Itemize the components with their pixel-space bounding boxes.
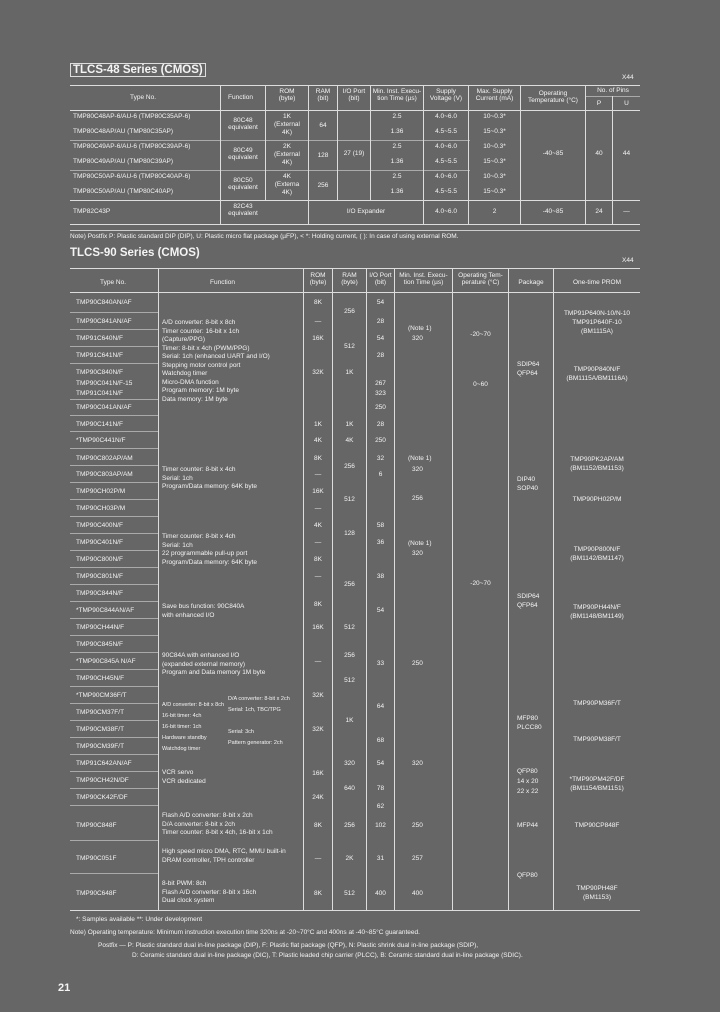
t90-temp: -20~70 bbox=[470, 580, 491, 587]
t90-footnote: Note) Operating temperature: Minimum instruction execution time 320ns at -20~70°C and 400ns at -40~85°C guaranteed. bbox=[70, 929, 420, 936]
t90-io: 250 bbox=[375, 437, 386, 444]
t90-rom: — bbox=[314, 573, 322, 580]
t90-type: TMP90C840N/F bbox=[76, 369, 123, 376]
t48-pins-p: 40 bbox=[595, 150, 603, 157]
t90-io: 54 bbox=[376, 760, 385, 767]
t48-current: 10~0.3* bbox=[483, 143, 506, 150]
t48-current: 10~0.3* bbox=[483, 173, 506, 180]
t90-type: *TMP90C441N/F bbox=[76, 437, 126, 444]
t48-row-type: TMP80C48AP-6/AU-6 (TMP80C35AP-6) bbox=[73, 113, 191, 120]
t90-ram: 256 bbox=[344, 308, 355, 315]
t48-exec: 1.36 bbox=[390, 188, 404, 195]
t90-io: 28 bbox=[376, 318, 385, 325]
t90-type: TMP90CH03P/M bbox=[76, 505, 126, 512]
t90-type: TMP90C803AP/AM bbox=[76, 471, 133, 478]
t90-function: Flash A/D converter: 8-bit x 2ch D/A converter: 8-bit x 2ch Timer counter: 8-bit x 4ch, 16-bit x 1ch bbox=[162, 812, 273, 836]
t90-rom: 16K bbox=[312, 488, 324, 495]
t90-type: TMP90C802AP/AM bbox=[76, 455, 133, 462]
t48-current: 10~0.3* bbox=[483, 113, 506, 120]
t90-rom: 8K bbox=[314, 890, 322, 897]
t90-exec: 257 bbox=[412, 855, 423, 862]
t90-function: D/A converter: 8-bit x 2ch Serial: 1ch, TBC/TPG Serial: 3ch Pattern generator: 2ch bbox=[228, 696, 290, 746]
t90-rom: — bbox=[314, 855, 322, 862]
t48-pins-u: — bbox=[623, 208, 630, 215]
t90-rom: 32K bbox=[312, 726, 324, 733]
t90-exec: 250 bbox=[412, 822, 423, 829]
t48-exec: 2.5 bbox=[392, 173, 402, 180]
t48-group-rom: 1K (External 4K) bbox=[273, 113, 300, 136]
t90-rom: 8K bbox=[314, 299, 322, 306]
t90-rom: 4K bbox=[314, 522, 322, 529]
t48-pins-u: 44 bbox=[622, 150, 631, 157]
t90-function: High speed micro DMA, RTC, MMU built-in DRAM controller, TPH controller bbox=[162, 848, 286, 864]
t90-function: 8-bit PWM: 8ch Flash A/D converter: 8-bit x 16ch Dual clock system bbox=[162, 880, 257, 904]
t90-type: TMP90CH45N/F bbox=[76, 675, 125, 682]
t48-group-rom: 2K (External 4K) bbox=[273, 143, 300, 166]
t90-io: 38 bbox=[376, 573, 385, 580]
t90-temp: 0~60 bbox=[473, 381, 488, 388]
t48-supply: 4.0~6.0 bbox=[435, 113, 457, 120]
t90-package: SDIP64 QFP64 bbox=[517, 361, 540, 377]
t90-io: 6 bbox=[378, 471, 383, 478]
t90-rom: — bbox=[314, 658, 322, 665]
t48-hdr-pins: No. of Pins bbox=[597, 87, 629, 94]
t90-rom: 8K bbox=[314, 822, 322, 829]
t48-row-type: TMP80C50AP/AU (TMP80C40AP) bbox=[73, 188, 174, 195]
t90-type: TMP90C648F bbox=[76, 890, 117, 897]
t90-package: QFP80 14 x 20 22 x 22 bbox=[517, 768, 539, 795]
t90-rom: 4K bbox=[314, 437, 322, 444]
t48-row-type: TMP80C49AP/AU (TMP80C39AP) bbox=[73, 158, 174, 165]
t90-type: TMP90C041AN/AF bbox=[76, 404, 132, 411]
t90-x44: X44 bbox=[622, 257, 634, 264]
t48-io-merged: 27 (19) bbox=[343, 150, 365, 157]
t48-current: 2 bbox=[492, 208, 497, 215]
t48-hdr-pins-p: P bbox=[596, 100, 602, 107]
page-number: 21 bbox=[58, 982, 71, 994]
t90-type: TMP90C051F bbox=[76, 855, 117, 862]
t90-type: TMP90C845N/F bbox=[76, 641, 123, 648]
t90-hdr-optemp: Operating Tem- perature (°C) bbox=[458, 272, 503, 286]
t90-hdr-package: Package bbox=[518, 279, 544, 286]
t48-note: Note) Postfix P: Plastic standard DIP (DIP), U: Plastic micro flat package (µFP), < *: Holding current, ( ): In case of using external ROM. bbox=[70, 233, 459, 240]
t90-ram: 1K bbox=[345, 369, 354, 376]
t90-exec: (Note 1) bbox=[408, 540, 432, 547]
t90-rom: 24K bbox=[312, 794, 324, 801]
t48-current: 15~0.3* bbox=[483, 128, 506, 135]
t48-group-function: 82C43 equivalent bbox=[228, 203, 258, 217]
t48-row-type: TMP80C50AP-6/AU-6 (TMP80C40AP-6) bbox=[73, 173, 191, 180]
t48-supply: 4.0~6.0 bbox=[435, 173, 457, 180]
t90-io: 58 bbox=[376, 522, 385, 529]
t90-ram: 4K bbox=[345, 437, 354, 444]
t90-function: A/D converter: 8-bit x 8ch Timer counter: 16-bit x 1ch (Capture/PPG) Timer: 8-bit x 4ch (PWM/PPG) Serial: 1ch (enhanced UART and I/O) Stepping motor control port Watchdog timer Micro-DMA function Program memory: 1M byte Data memory: 1M byte bbox=[162, 319, 270, 403]
t90-hdr-function: Function bbox=[210, 279, 235, 286]
t48-hdr-maxsupply: Max. Supply Current (mA) bbox=[475, 88, 514, 102]
t90-type: *TMP90C845A N/AF bbox=[76, 658, 136, 665]
t90-io: 68 bbox=[376, 737, 385, 744]
t90-type: TMP90C041N/F-15 bbox=[76, 380, 133, 387]
t90-type: TMP90C801N/F bbox=[76, 573, 123, 580]
t90-function: VCR servo VCR dedicated bbox=[162, 769, 206, 785]
t48-hdr-type: Type No. bbox=[130, 94, 157, 101]
t90-exec: 256 bbox=[412, 495, 423, 502]
t48-group-function: 80C49 equivalent bbox=[228, 147, 258, 161]
t48-title: TLCS-48 Series (CMOS) bbox=[70, 64, 206, 76]
t90-otp: *TMP90PM42F/DF (BM1154/BM1151) bbox=[569, 776, 625, 792]
t90-ram: 2K bbox=[345, 855, 354, 862]
t90-rom: 1K bbox=[314, 421, 322, 428]
t90-ram: 1K bbox=[345, 717, 354, 724]
t90-function: Timer counter: 8-bit x 4ch Serial: 1ch 22 programmable pull-up port Program/Data memory: 64K byte bbox=[162, 533, 258, 566]
t90-io: 54 bbox=[376, 607, 385, 614]
t48-hdr-pins-u: U bbox=[624, 100, 629, 107]
t90-rom: 8K bbox=[314, 601, 322, 608]
t48-group-ram: 256 bbox=[317, 182, 329, 189]
t48-exec: 2.5 bbox=[392, 113, 402, 120]
t48-supply: 4.5~5.5 bbox=[435, 128, 457, 135]
t90-type: TMP90CH42N/DF bbox=[76, 777, 129, 784]
t90-type: TMP90CH02P/M bbox=[76, 488, 126, 495]
t90-type: TMP90C401N/F bbox=[76, 539, 123, 546]
t90-ram: 256 bbox=[344, 652, 355, 659]
t90-ram: 512 bbox=[344, 890, 355, 897]
t90-exec: 400 bbox=[412, 890, 423, 897]
t90-otp: TMP90PH02P/M bbox=[572, 496, 622, 503]
t90-rom: 32K bbox=[312, 369, 324, 376]
t90-otp: TMP90P840N/F (BM1115A/BM1116A) bbox=[566, 366, 628, 382]
t90-io: 33 bbox=[376, 660, 385, 667]
t48-hdr-supply: Supply Voltage (V) bbox=[429, 88, 463, 102]
t90-otp: TMP90PK2AP/AM (BM1152/BM1153) bbox=[570, 456, 624, 472]
t48-group-function: 80C50 equivalent bbox=[228, 177, 258, 191]
t90-type: TMP91C041N/F bbox=[76, 390, 123, 397]
t90-otp: TMP90CP848F bbox=[574, 822, 620, 829]
t48-temp: -40~85 bbox=[542, 150, 564, 157]
t90-rom: — bbox=[314, 318, 322, 325]
t90-io: 28 bbox=[376, 352, 385, 359]
t90-type: TMP90C844N/F bbox=[76, 590, 123, 597]
t90-exec: 320 bbox=[412, 466, 423, 473]
t90-type: TMP91C641N/F bbox=[76, 352, 123, 359]
t90-type: TMP91C640N/F bbox=[76, 335, 123, 342]
t90-rom: — bbox=[314, 471, 322, 478]
t48-hdr-ram: RAM (bit) bbox=[315, 88, 331, 102]
t90-otp: TMP90PH48F (BM1153) bbox=[576, 885, 618, 901]
t90-footnote: Postfix — P: Plastic standard dual in-line package (DIP), F: Plastic flat package (QFP), N: Plastic shrink dual in-line package (SDIP), bbox=[98, 942, 479, 949]
t48-exec: 1.36 bbox=[390, 158, 404, 165]
t48-row-type: TMP80C48AP/AU (TMP80C35AP) bbox=[73, 128, 174, 135]
t48-group-function: 80C48 equivalent bbox=[228, 117, 258, 131]
t48-exec: 2.5 bbox=[392, 143, 402, 150]
t90-type: TMP90C840AN/AF bbox=[76, 299, 132, 306]
t90-io: 102 bbox=[375, 822, 386, 829]
t90-otp: TMP90PM38F/T bbox=[573, 736, 621, 743]
t90-footnote: *: Samples available **: Under development bbox=[76, 916, 203, 923]
t90-type: TMP90C800N/F bbox=[76, 556, 123, 563]
t90-package: MFP44 bbox=[517, 822, 538, 829]
t48-hdr-io: I/O Port (bit) bbox=[342, 88, 366, 102]
t90-function: Timer counter: 8-bit x 4ch Serial: 1ch Program/Data memory: 64K byte bbox=[162, 466, 258, 490]
t90-hdr-io: I/O Port (bit) bbox=[369, 272, 392, 286]
t90-exec: 320 bbox=[412, 335, 423, 342]
t90-package: SDIP64 QFP64 bbox=[517, 593, 540, 609]
t48-temp: -40~85 bbox=[542, 208, 564, 215]
t48-row-type: TMP80C49AP-6/AU-6 (TMP80C39AP-6) bbox=[73, 143, 191, 150]
t90-rom: 32K bbox=[312, 692, 324, 699]
t90-type: TMP90CM38F/T bbox=[76, 726, 125, 733]
t48-hdr-exec: Min. Inst. Execu- tion Time (µs) bbox=[372, 88, 422, 102]
t90-type: TMP90CH44N/F bbox=[76, 624, 125, 631]
t90-type: *TMP90C844AN/AF bbox=[76, 607, 135, 614]
t90-io: 54 bbox=[376, 335, 385, 342]
t90-ram: 256 bbox=[344, 581, 355, 588]
t90-ram: 512 bbox=[344, 677, 355, 684]
t90-rom: — bbox=[314, 539, 322, 546]
t90-io: 31 bbox=[376, 855, 385, 862]
t90-hdr-rom: ROM (byte) bbox=[309, 272, 327, 286]
t90-type: TMP91C642AN/AF bbox=[76, 760, 132, 767]
t90-ram: 512 bbox=[344, 496, 355, 503]
t90-type: TMP90C400N/F bbox=[76, 522, 123, 529]
t90-rom: 16K bbox=[312, 624, 324, 631]
t90-io: 267 bbox=[375, 380, 386, 387]
t48-supply: 4.5~5.5 bbox=[435, 158, 457, 165]
t48-exec: 1.36 bbox=[390, 128, 404, 135]
t90-otp: TMP90P800N/F (BM1142/BM1147) bbox=[570, 546, 624, 562]
t90-io: 32 bbox=[376, 455, 385, 462]
t48-pins-p: 24 bbox=[595, 208, 603, 215]
t48-hdr-optemp: Operating Temperature (°C) bbox=[528, 90, 578, 104]
t48-group-ram: 64 bbox=[319, 122, 327, 129]
t90-rom: 16K bbox=[312, 770, 324, 777]
t90-rom: 8K bbox=[314, 455, 322, 462]
t48-hdr-function: Function bbox=[228, 94, 253, 101]
t48-current: 15~0.3* bbox=[483, 158, 506, 165]
t90-exec: 250 bbox=[412, 660, 423, 667]
t90-package: QFP80 bbox=[517, 872, 538, 879]
t90-footnote: D: Ceramic standard dual in-line package (DIC), T: Plastic leaded chip carrier (PLCC), B: Ceramic standard dual in-line package (SDIC). bbox=[132, 952, 523, 959]
t90-type: *TMP90CM36F/T bbox=[76, 692, 127, 699]
t90-hdr-exec: Min. Inst. Execu- tion Time (µs) bbox=[399, 272, 448, 286]
t90-ram: 640 bbox=[344, 785, 355, 792]
t48-current: 15~0.3* bbox=[483, 188, 506, 195]
t90-io: 78 bbox=[376, 785, 385, 792]
t48-group-ram: 128 bbox=[317, 152, 329, 159]
t90-io: 36 bbox=[376, 539, 385, 546]
t90-io: 28 bbox=[376, 421, 385, 428]
t90-ram: 256 bbox=[344, 822, 355, 829]
t90-io: 54 bbox=[376, 299, 385, 306]
t90-exec: 320 bbox=[412, 760, 423, 767]
t90-type: TMP90CK42F/DF bbox=[76, 794, 128, 801]
t90-ram: 512 bbox=[344, 343, 355, 350]
t48-hdr-rom: ROM (byte) bbox=[278, 88, 296, 102]
t48-supply: 4.0~6.0 bbox=[435, 208, 457, 215]
t90-io: 64 bbox=[376, 703, 385, 710]
t90-title: TLCS-90 Series (CMOS) bbox=[70, 247, 200, 259]
t90-function: 90C84A with enhanced I/O (expanded external memory) Program and Data memory 1M byte bbox=[162, 652, 266, 676]
t90-temp: -20~70 bbox=[470, 331, 491, 338]
t90-function: A/D converter: 8-bit x 8ch 16-bit timer: 4ch 16-bit timer: 1ch Hardware standby Watchdog timer bbox=[162, 702, 225, 752]
t90-rom: — bbox=[314, 505, 322, 512]
t90-hdr-type: Type No. bbox=[100, 279, 127, 286]
t90-function: Save bus function: 90C840A with enhanced I/O bbox=[162, 603, 245, 619]
t90-otp: TMP91P640N-10/N-10 TMP91P640F-10 (BM1115A) bbox=[563, 310, 631, 335]
t48-x44: X44 bbox=[622, 74, 634, 81]
t48-supply: 4.5~5.5 bbox=[435, 188, 457, 195]
t90-io: 400 bbox=[375, 890, 386, 897]
t90-type: TMP90C141N/F bbox=[76, 421, 123, 428]
t48-row-type: TMP82C43P bbox=[73, 208, 111, 215]
t48-group-rom: 4K (Externa 4K) bbox=[274, 173, 300, 196]
t90-otp: TMP90PH44N/F (BM1148/BM1149) bbox=[570, 604, 624, 620]
t90-rom: 8K bbox=[314, 556, 322, 563]
t90-io: 323 bbox=[375, 390, 386, 397]
t90-io: 62 bbox=[376, 803, 385, 810]
t90-type: TMP90CM37F/T bbox=[76, 709, 125, 716]
t90-ram: 256 bbox=[344, 463, 355, 470]
t90-exec: (Note 1) bbox=[408, 325, 432, 332]
t90-hdr-otp: One-time PROM bbox=[572, 279, 622, 286]
t90-type: TMP90CM39F/T bbox=[76, 743, 125, 750]
t90-type: TMP90C841AN/AF bbox=[76, 318, 132, 325]
t90-package: MFP80 PLCC80 bbox=[517, 715, 542, 731]
t90-package: DIP40 SOP40 bbox=[517, 476, 538, 492]
t90-ram: 512 bbox=[344, 624, 355, 631]
t90-ram: 128 bbox=[344, 530, 355, 537]
t90-exec: (Note 1) bbox=[408, 455, 432, 462]
t90-io: 250 bbox=[375, 404, 386, 411]
t90-ram: 1K bbox=[345, 421, 354, 428]
t90-hdr-ram: RAM (byte) bbox=[341, 272, 358, 286]
t90-otp: TMP90PM36F/T bbox=[573, 700, 621, 707]
t90-type: TMP90C848F bbox=[76, 822, 117, 829]
t90-rom: 16K bbox=[312, 335, 324, 342]
t48-expander: I/O Expander bbox=[346, 208, 386, 215]
t90-exec: 320 bbox=[412, 550, 423, 557]
t90-ram: 320 bbox=[344, 760, 355, 767]
t48-supply: 4.0~6.0 bbox=[435, 143, 457, 150]
